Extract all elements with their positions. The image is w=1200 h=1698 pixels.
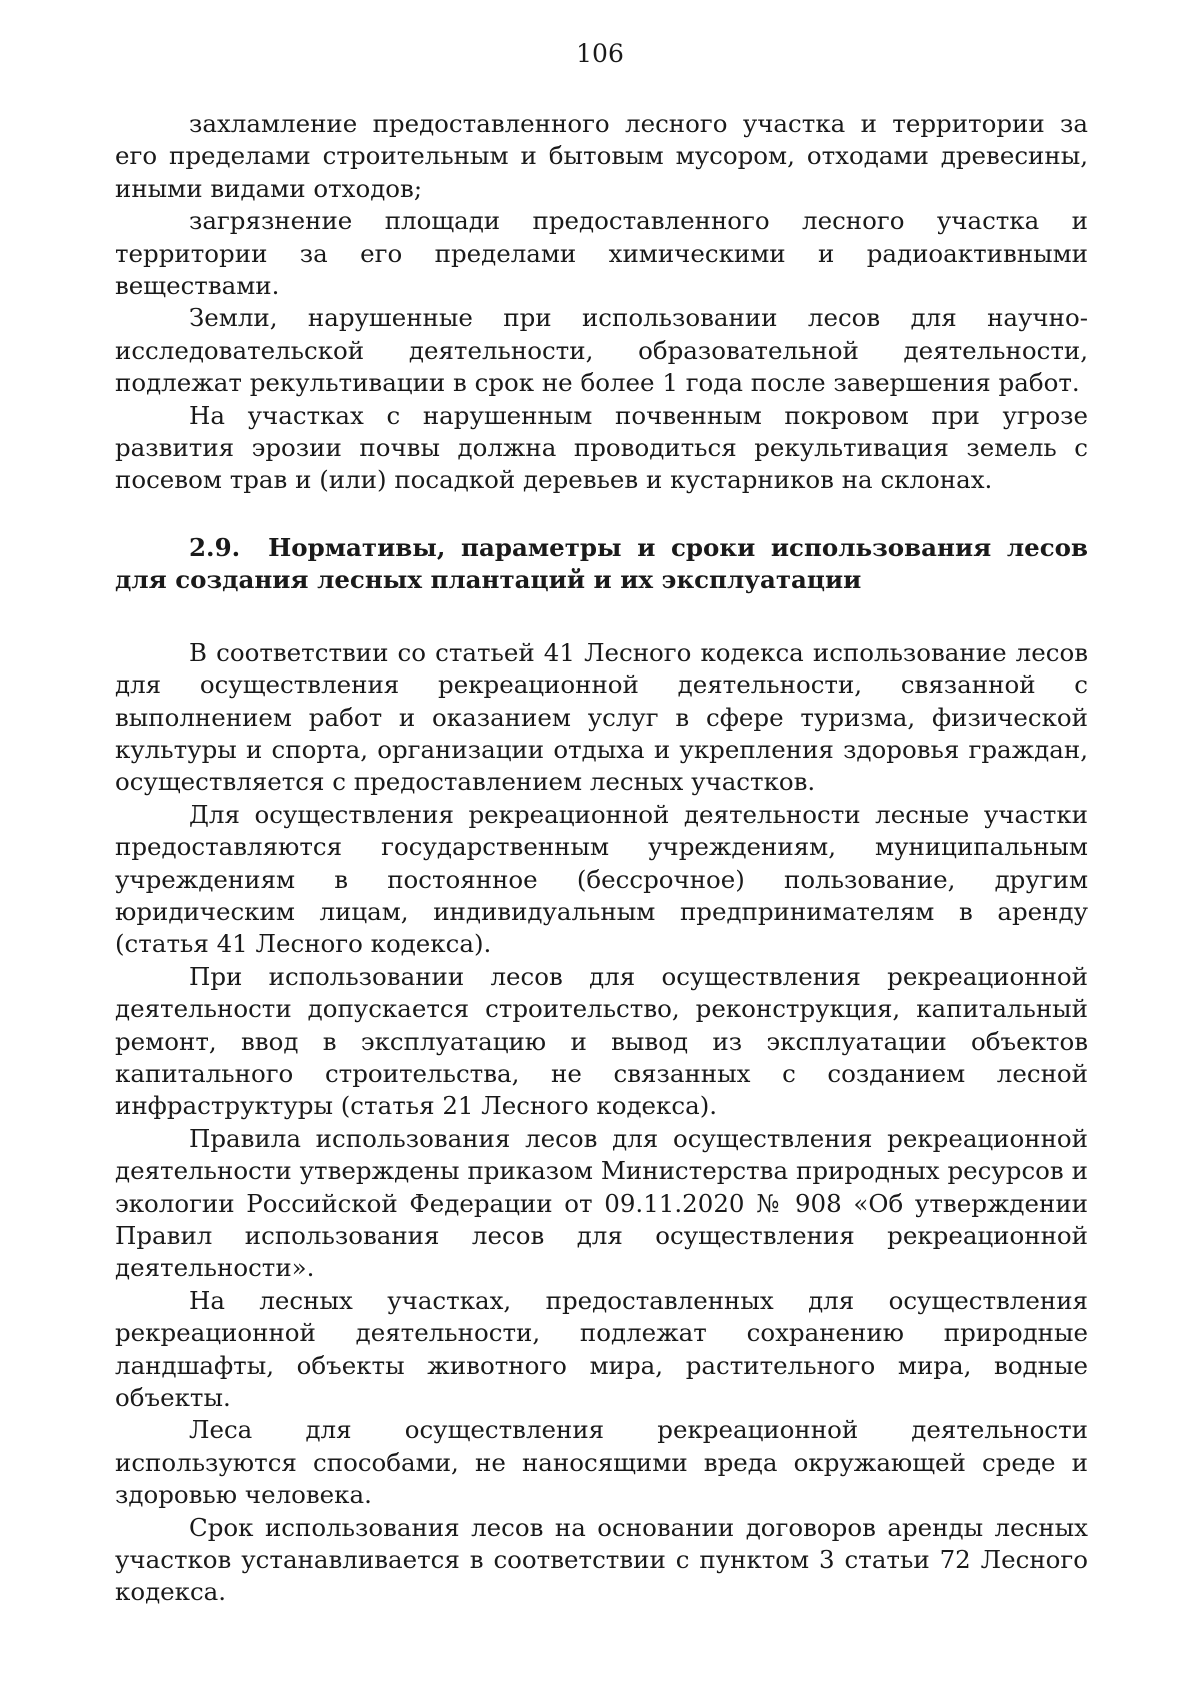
- paragraph-chemical-pollution: загрязнение площади предоставленного лесного участка и территории за его пределами химическими и радиоактивными веществами.: [115, 206, 1088, 301]
- paragraph-land-provision: Для осуществления рекреационной деятельности лесные участки предоставляются государственным учреждениям, муниципальным учреждениям в постоянное (бессрочное) пользование, другим юридическим лицам, индивидуальным предпринимателям в аренду (статья 41 Лесного кодекса).: [115, 799, 1088, 959]
- paragraph-article-41: В соответствии со статьей 41 Лесного кодекса использование лесов для осуществления рекреационной деятельности, связанной с выполнением работ и оказанием услуг в сфере туризма, физической культуры и спорта, организации отдыха и укрепления здоровья граждан, осуществляется с предоставлением лесных участков.: [115, 637, 1088, 797]
- paragraph-preservation: На лесных участках, предоставленных для осуществления рекреационной деятельности, подлежат сохранению природные ландшафты, объекты животного мира, растительного мира, водные объекты.: [115, 1285, 1088, 1413]
- paragraph-waste-pollution: захламление предоставленного лесного участка и территории за его пределами строительным и бытовым мусором, отходами древесины, иными видами отходов;: [115, 109, 1088, 203]
- page-number: 106: [576, 39, 624, 68]
- paragraph-rules-order: Правила использования лесов для осуществления рекреационной деятельности утверждены приказом Министерства природных ресурсов и экологии Российской Федерации от 09.11.2020 № 908 «Об утверждении Правил использования лесов для осуществления рекреационной деятельности».: [115, 1123, 1088, 1283]
- section-heading: [115, 532, 1088, 597]
- paragraph-construction: При использовании лесов для осуществления рекреационной деятельности допускается строительство, реконструкция, капитальный ремонт, ввод в эксплуатацию и вывод из эксплуатации объектов капитального строительства, не связанных с созданием лесной инфраструктуры (статья 21 Лесного кодекса).: [115, 961, 1088, 1121]
- paragraph-erosion: На участках с нарушенным почвенным покровом при угрозе развития эрозии почвы должна проводиться рекультивация земель с посевом трав и (или) посадкой деревьев и кустарников на склонах.: [115, 400, 1088, 495]
- section-title: Нормативы, параметры и сроки использования лесов для создания лесных плантаций и их эксплуатации: [115, 532, 1088, 595]
- document-body: [115, 108, 1088, 1609]
- section-number: 2.9.: [189, 532, 241, 562]
- paragraph-land-reclamation: Земли, нарушенные при использовании лесов для научно-исследовательской деятельности, образовательной деятельности, подлежат рекультивации в срок не более 1 года после завершения работ.: [115, 303, 1088, 398]
- paragraph-lease-term: Срок использования лесов на основании договоров аренды лесных участков устанавливается в соответствии с пунктом 3 статьи 72 Лесного кодекса.: [115, 1512, 1088, 1607]
- paragraph-methods: Леса для осуществления рекреационной деятельности используются способами, не наносящими вреда окружающей среде и здоровью человека.: [115, 1415, 1088, 1510]
